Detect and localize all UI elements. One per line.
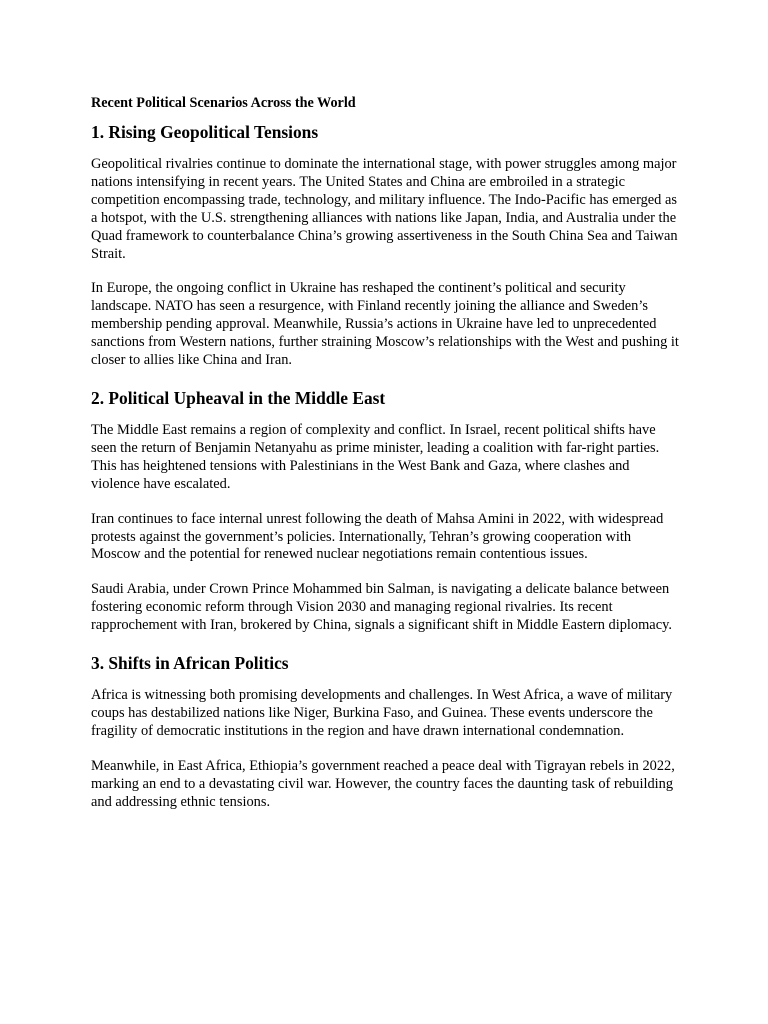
section-heading: 1. Rising Geopolitical Tensions (91, 122, 319, 142)
section-african-politics (91, 652, 681, 811)
document-title: Recent Political Scenarios Across the World (91, 95, 356, 111)
section-geopolitical-tensions (91, 121, 681, 370)
paragraph: In Europe, the ongoing conflict in Ukraine has reshaped the continent’s political and security landscape. NATO has seen a resurgence, with Finland recently joining the alliance and Sweden’s membership pending approval. Meanwhile, Russia’s actions in Ukraine have led to unprecedented sanctions from Western nations, further straining Moscow’s relationships with the West and pushing it closer to allies like China and Iran. (91, 280, 679, 369)
paragraph: Geopolitical rivalries continue to dominate the international stage, with power struggles among major nations intensifying in recent years. The United States and China are embroiled in a strategic competition encompassing trade, technology, and military influence. The Indo-Pacific has emerged as a hotspot, with the U.S. strengthening alliances with nations like Japan, India, and Australia under the Quad framework to counterbalance China’s growing assertiveness in the South China Sea and Taiwan Strait. (91, 156, 678, 262)
paragraph: The Middle East remains a region of complexity and conflict. In Israel, recent political shifts have seen the return of Benjamin Netanyahu as prime minister, leading a coalition with far-right parties. This has heightened tensions with Palestinians in the West Bank and Gaza, where clashes and violence have escalated. (91, 421, 660, 492)
document-page (91, 94, 681, 828)
paragraph: Iran continues to face internal unrest following the death of Mahsa Amini in 2022, with widespread protests against the government’s policies. Internationally, Tehran’s growing cooperation with Moscow and the potential for renewed nuclear negotiations remain contentious issues. (91, 510, 664, 563)
paragraph: Saudi Arabia, under Crown Prince Mohammed bin Salman, is navigating a delicate balance between fostering economic reform through Vision 2030 and managing regional rivalries. Its recent rapprochement with Iran, brokered by China, signals a significant shift in Middle Eastern diplomacy. (91, 581, 672, 634)
section-heading: 3. Shifts in African Politics (91, 653, 289, 674)
paragraph: Meanwhile, in East Africa, Ethiopia’s government reached a peace deal with Tigrayan rebels in 2022, marking an end to a devastating civil war. However, the country faces the daunting task of rebuilding and addressing ethnic tensions. (91, 757, 675, 810)
section-middle-east (91, 387, 681, 635)
section-heading: 2. Political Upheaval in the Middle East (91, 387, 386, 408)
paragraph: Africa is witnessing both promising developments and challenges. In West Africa, a wave of military coups has destabilized nations like Niger, Burkina Faso, and Guinea. These events underscore the fragility of democratic institutions in the region and have drawn international condemnation. (91, 687, 673, 739)
